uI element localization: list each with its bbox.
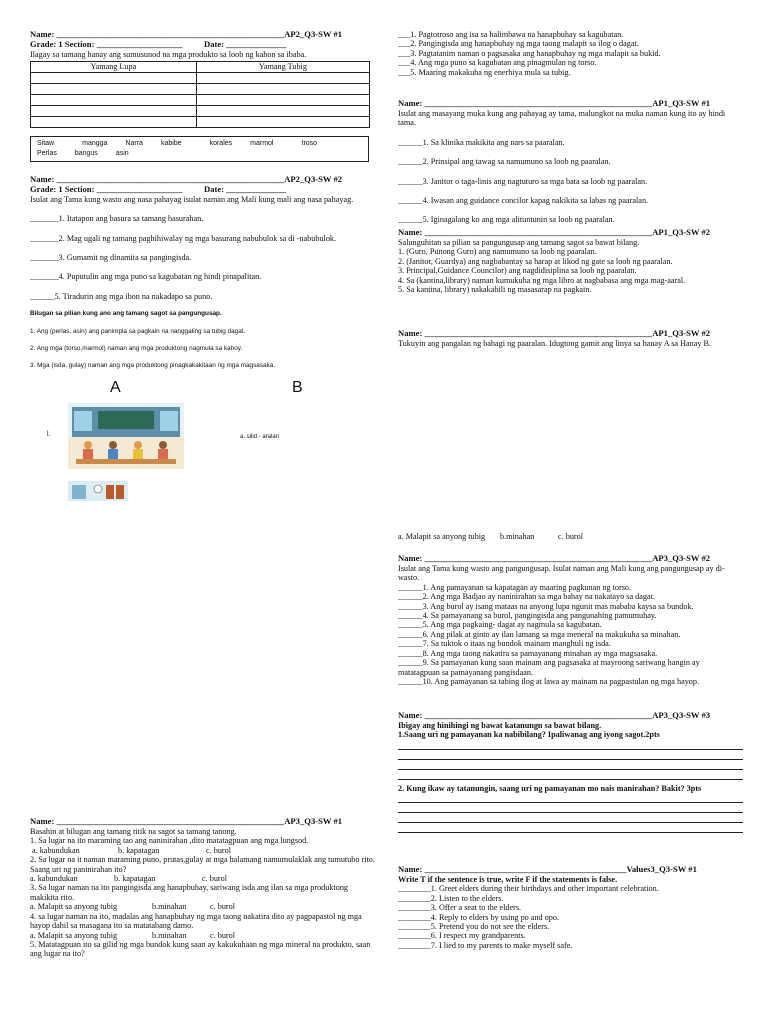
ap1-sw2b-section (398, 329, 743, 348)
instruction: Basahin at bilugan ang tamang titik na sagot sa tamang tanong. (30, 826, 237, 836)
table-cell[interactable] (196, 106, 369, 117)
instruction: Ibigay ang hinihingi ng bawat katanungn sa bawat bilang. (398, 720, 602, 730)
values-sw1-section (398, 865, 743, 950)
top-items-section (398, 30, 743, 77)
list-item: ________1. Greet elders during their birthdays and other important celebration. (398, 884, 659, 894)
question-2: 2. Kung ikaw ay tatanungin, saang uri ng pamayanan mo nais manirahan? Bakit? 3pts (398, 783, 702, 793)
table-cell[interactable] (31, 84, 197, 95)
option[interactable]: c. burol (210, 930, 236, 940)
list-item: ______1. Ang pamayanan sa kapatagan ay maaring pagkunan ng torso. (398, 582, 632, 592)
list-item: ______8. Ang mga taong nakatira sa pamayanang minahan ay mga magsasaka. (398, 648, 658, 658)
list-item: 2. (Janitor, Guardya) ang nagbabantay sa harap at likod ng gate sa loob ng paaralan. (398, 256, 673, 266)
question-5: 5. Matatagpuan ito sa gilid ng mga bundok kung saan ay kakukuhaan ng mga mineral na produkto, saan ang lugar na ito? (30, 939, 371, 959)
list-item: _______2. Mag ugali ng tamang paghihiwalay ng mga basurang nabubulok sa di -nabubulok. (30, 233, 337, 243)
list-item: 1. (Guro, Punong Guro) ang namumuno sa loob ng paaralan. (398, 247, 597, 257)
word: marmol (250, 140, 274, 148)
list-item: 3. Principal,Guidance Councilor) ang nagdidisiplina sa loob ng paaralan. (398, 266, 637, 276)
ap3-sw3-section (398, 711, 743, 833)
list-item: ___3. Pagtatanim naman o pagsasaka ang hanapbuhay ng mga malapit sa bukid. (398, 48, 661, 58)
list-item: ______4. Sa pamayanang sa burol, pangingisda ang pangunahing pamumuhay. (398, 610, 657, 620)
header-yamang-tubig: Yamang Tubig (196, 62, 369, 73)
list-item: 1. Ang (perlas, asin) ang panimpla sa pagkain na nanggaling sa tubig dagat. (30, 327, 246, 335)
option[interactable]: a. Malapit sa anyong tubig (30, 930, 118, 940)
list-item: ______7. Sa tuktok o itaas ng bundok mainam manghuli ng isda. (398, 639, 611, 649)
list-item: ______10. Ang pamayanan sa tabing ilog at lawa ay mainam na pagpastulan ng mga hayop. (398, 676, 700, 686)
options-line (398, 532, 743, 541)
word: Narra (125, 140, 143, 148)
table-cell[interactable] (31, 73, 197, 84)
column-b-label: B (292, 379, 303, 396)
instruction: Ilagay sa tamang hanay ang sumusunod na mga produkto sa loob ng kahon sa ibaba. (30, 49, 307, 59)
instruction: Salunguhitan sa pilian sa pangungusap ang tamang sagot sa bawat bilang. (398, 237, 640, 247)
option[interactable]: a. kabundukan (30, 873, 78, 883)
list-item: ______3. Janitor o taga-linis ang nagtuturo sa mga bata sa loob ng paaralan. (398, 176, 648, 186)
products-table (30, 61, 370, 128)
list-item: ________3. Offer a seat to the elders. (398, 903, 522, 913)
list-item: ______2. Ang mga Badjao ay naninirahan sa mga bahay na nakatayo sa dagat. (398, 592, 655, 602)
table-cell[interactable] (31, 117, 197, 128)
options-row (30, 874, 375, 883)
table-cell[interactable] (196, 117, 369, 128)
ap1-sw2a-section (398, 228, 743, 294)
list-item: ________4. Reply to elders by using po and opo. (398, 912, 560, 922)
name-line: Name: _____________________________________________________AP3_Q3-SW #3 (398, 710, 711, 720)
list-item: ______6. Ang pilak at ginto ay ilan lamang sa mga meneral na makukuha sa minahan. (398, 629, 681, 639)
word: Sitaw (37, 140, 55, 148)
answer-line[interactable] (398, 793, 743, 803)
instruction: Isulat ang Tama kung wasto ang pangungusap. Isulat naman ang Mali kung ang pangungusap ay di- wasto. (398, 563, 725, 583)
list-item: ___2. Pangingisda ang hanapbuhay ng mga taong malapit sa ilog o dagat. (398, 39, 639, 49)
list-item: ______3. Ang burol ay isang mataas na anyong lupa ngunit mas mababa kaysa sa bundok. (398, 601, 694, 611)
bilugan-title: Bilugan sa pilian kung ano ang tamang sagot sa pangungusap. (30, 310, 222, 318)
list-item: _______3. Gumamit ng dinamita sa pangingisda. (30, 253, 192, 263)
list-item: ______2. Prinsipal ang tawag sa namumuno sa loob ng paaralan. (398, 157, 611, 167)
instruction: Isulat ang masayang muka kung ang pahayag ay tama, malungkot na muka naman kung ito ay hindi tama. (398, 108, 726, 128)
option[interactable]: c. burol (202, 873, 228, 883)
option[interactable]: a. Malapit sa anyong tubig (30, 902, 118, 912)
word: troso (301, 140, 318, 148)
word: kabibe (160, 140, 182, 148)
word: bangus (74, 150, 98, 158)
question-4: 4. sa lugar naman na ito, madalas ang hanapbuhay ng mga taong nakatira dito ay pagpapastol ng mga hayop dahil sa masagana ito sa matatabang damo. (30, 911, 362, 931)
list-item: ______9. Sa pamayanan kung saan mainam ang pagsasaka at mayroong sariwang hangin ay matatagpuan sa pamayanang pangisdaan. (398, 658, 700, 677)
answer-line[interactable] (398, 803, 743, 813)
answer-line[interactable] (398, 750, 743, 760)
ap3-sw1-section (30, 817, 375, 959)
question-1: 1. Sa lugar na ito maraming tao ang naninirahan ,dito matatagpuan ang mga lungsod. (30, 836, 309, 846)
option[interactable]: b. kapatagan (114, 873, 156, 883)
list-item: ___4. Ang mga puno sa kagubatan ang pinagmulan ng torso. (398, 58, 597, 68)
answer-line[interactable] (398, 823, 743, 833)
options-row (30, 902, 375, 911)
answer-line[interactable] (398, 770, 743, 780)
list-item: ________7. I lied to my parents to make myself safe. (398, 940, 573, 950)
list-item: 4. Sa (kantina,library) naman kumukuha ng mga libro at nagbabasa ang mga mag-aaral. (398, 275, 686, 285)
classroom-illustration (68, 403, 184, 469)
option[interactable]: b.minahan (152, 902, 187, 912)
list-item: 3. Mga (isda, gulay) naman ang mga produktong pinagkakakitaan ng mga magsasaka. (30, 362, 276, 370)
name-line: Name: _____________________________________________________AP2_Q3-SW #2 (30, 174, 343, 184)
question-2: 2. Sa lugar na it naman maraming puno, prutas,gulay at mga halamang namumulaklak ang tumutubo rito. Saang uri ng paninirahan ito? (30, 855, 375, 874)
option[interactable]: c. burol (210, 902, 236, 912)
answer-line[interactable] (398, 760, 743, 770)
name-line: Name: _____________________________________________________AP1_Q3-SW #2 (398, 227, 711, 237)
instruction: Write T if the sentence is true, write F if the statements is false. (398, 874, 618, 884)
word: asin (115, 150, 129, 158)
instruction: Tukuyin ang pangalan ng bahagi ng paaralan. Idugtong gamit ang linya sa hanay A sa Hanay B. (398, 338, 712, 348)
grade-line: Grade: 1 Section: ____________________ Date: ______________ (30, 183, 287, 194)
table-cell[interactable] (196, 73, 369, 84)
list-item: 5. Sa kantina, library) nakakabili ng masasarap na pagkain. (398, 284, 592, 294)
option[interactable]: c. burol (558, 532, 584, 541)
option[interactable]: b.minahan (152, 930, 187, 940)
options-row (30, 931, 375, 940)
ap3-sw2-section (398, 554, 743, 686)
option[interactable]: c. burol (206, 845, 232, 855)
word-bank (30, 136, 369, 162)
list-item: ________5. Pretend you do not see the elders. (398, 921, 550, 931)
match-option-b1: a. silid - aralan (240, 434, 280, 440)
column-a-label: A (110, 379, 121, 396)
list-item: ______5. Tiradurin ang mga ibon na nakadapo sa puno. (30, 291, 213, 301)
table-cell[interactable] (196, 84, 369, 95)
item-number: l. (47, 431, 51, 438)
table-cell[interactable] (196, 95, 369, 106)
list-item: ___1. Pagtotroso ang isa sa halimbawa na hanapbuhay sa kagubatan. (398, 30, 624, 39)
table-cell[interactable] (31, 95, 197, 106)
question-3: 3. Sa lugar naman na ito pangingisda ang hanapbuhay, sariwang isda ang ilan sa mga produktong makikita rito. (30, 883, 349, 902)
list-item: ______5. Ang mga pagkaing- dagat ay nagmula sa kagubatan. (398, 620, 602, 630)
option[interactable]: b. kapatagan (118, 845, 160, 855)
option[interactable]: b.minahan (500, 532, 535, 541)
list-item: _______1. Itatapon ang basura sa tamang basurahan. (30, 214, 204, 224)
list-item: _______4. Puputulin ang mga puno sa kagubatan ng hindi pinapalitan. (30, 272, 262, 282)
matching-image (30, 375, 370, 500)
ap1-sw1-section (398, 99, 743, 230)
word: Perlas (37, 150, 57, 158)
list-item: ________2. Listen to the elders. (398, 893, 504, 903)
option[interactable]: a. kabundukan (32, 845, 80, 855)
list-item: ______1. Sa klinika makikita ang nars sa paaralan. (398, 137, 565, 147)
ap2-sw1-section (30, 30, 375, 162)
name-line: Name: _____________________________________________________AP1_Q3-SW #1 (398, 98, 711, 108)
ap2-sw2-section (30, 175, 375, 370)
options-row (30, 846, 375, 855)
list-item: ______5. Iginagalang ko ang mga alituntunin sa loob ng paaralan. (398, 215, 615, 225)
header-yamang-lupa: Yamang Lupa (31, 62, 197, 73)
answer-line[interactable] (398, 813, 743, 823)
list-item: ________6. I respect my grandparents. (398, 931, 526, 941)
answer-line[interactable] (398, 740, 743, 750)
table-cell[interactable] (31, 106, 197, 117)
option[interactable]: a. Malapit sa anyong tubig (398, 532, 486, 541)
room-illustration (68, 481, 128, 501)
name-line: Name: _____________________________________________________AP1_Q3-SW #2 (398, 328, 711, 338)
name-line: Name: _______________________________________________Values3_Q3-SW #1 (398, 864, 697, 874)
word: mangga (82, 140, 108, 148)
grade-line: Grade: 1 Section: ____________________ Date: ______________ (30, 38, 287, 49)
question-1: 1.Saang uri ng pamayanan ka nabibilang? Ipaliwanag ang iyong sagot.2pts (398, 730, 660, 740)
name-line: Name: _____________________________________________________AP3_Q3-SW #2 (398, 553, 711, 563)
name-line: Name: _____________________________________________________AP3_Q3-SW #1 (30, 816, 343, 826)
list-item: ______4. Iwasan ang guidance concilor kapag nakikita sa labas ng paaralan. (398, 195, 649, 205)
name-line: Name: _____________________________________________________AP2_Q3-SW #1 (30, 29, 343, 39)
list-item: ___5. Maaring makakuha ng enerhiya mula sa tubig. (398, 67, 571, 77)
list-item: 2. Ang mga (torso,marmol) naman ang mga produktong nagmula sa kahoy. (30, 345, 243, 352)
instruction: Isulat ang Tama kung wasto ang nasa pahayag isulat naman ang Mali kung mali ang nasa pahayag. (30, 194, 354, 204)
word: korales (209, 140, 233, 148)
